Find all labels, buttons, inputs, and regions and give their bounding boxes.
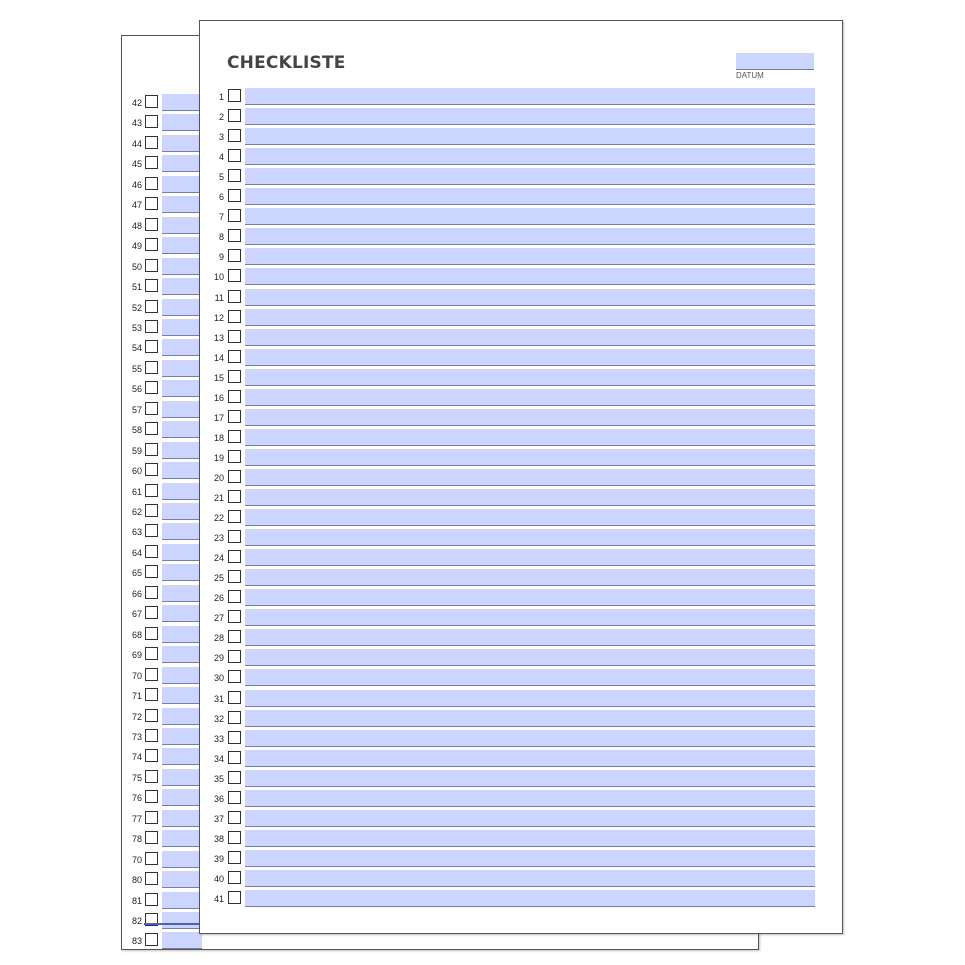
item-text-field[interactable]	[162, 155, 202, 172]
item-checkbox[interactable]	[228, 590, 241, 603]
item-number: 72	[131, 711, 142, 722]
item-text-field[interactable]	[245, 669, 815, 686]
item-number: 13	[213, 332, 224, 343]
date-label: DATUM	[736, 71, 764, 80]
item-number: 51	[131, 282, 142, 293]
item-number: 49	[131, 241, 142, 252]
item-checkbox[interactable]	[228, 390, 241, 403]
item-checkbox[interactable]	[145, 668, 158, 681]
item-text-field[interactable]	[245, 208, 815, 225]
item-checkbox[interactable]	[145, 545, 158, 558]
item-number: 22	[213, 513, 224, 524]
item-number: 68	[131, 629, 142, 640]
item-number: 75	[131, 772, 142, 783]
item-number: 41	[213, 894, 224, 904]
item-checkbox[interactable]	[228, 851, 241, 864]
item-checkbox[interactable]	[228, 350, 241, 363]
item-number: 29	[213, 653, 224, 664]
item-checkbox[interactable]	[228, 370, 241, 383]
item-checkbox[interactable]	[145, 361, 158, 374]
item-number: 34	[213, 753, 224, 764]
item-number: 27	[213, 613, 224, 624]
item-number: 73	[131, 731, 142, 742]
item-checkbox[interactable]	[228, 670, 241, 683]
item-text-field[interactable]	[162, 544, 202, 561]
item-checkbox[interactable]	[228, 410, 241, 423]
item-checkbox[interactable]	[145, 381, 158, 394]
item-checkbox[interactable]	[145, 729, 158, 742]
item-text-field[interactable]	[245, 108, 815, 125]
item-text-field[interactable]	[245, 148, 815, 165]
item-checkbox[interactable]	[145, 115, 158, 128]
item-checkbox[interactable]	[145, 340, 158, 353]
item-number: 64	[131, 547, 142, 558]
item-checkbox[interactable]	[228, 510, 241, 523]
item-checkbox[interactable]	[228, 711, 241, 724]
item-number: 28	[213, 633, 224, 644]
item-number: 6	[218, 192, 224, 203]
item-number: 32	[213, 713, 224, 724]
item-number: 48	[131, 220, 142, 231]
item-checkbox[interactable]	[145, 197, 158, 210]
item-checkbox[interactable]	[145, 606, 158, 619]
item-text-field[interactable]	[245, 870, 815, 887]
item-number: 26	[213, 593, 224, 604]
item-text-field[interactable]	[162, 360, 202, 377]
item-checkbox[interactable]	[145, 524, 158, 537]
item-text-field[interactable]	[245, 850, 815, 867]
item-text-field[interactable]	[162, 728, 202, 745]
item-text-field[interactable]	[245, 88, 815, 105]
item-checkbox[interactable]	[145, 709, 158, 722]
item-text-field[interactable]	[245, 750, 815, 767]
item-text-field[interactable]	[162, 258, 202, 275]
item-number: 57	[131, 404, 142, 415]
item-number: 20	[213, 472, 224, 483]
item-text-field[interactable]	[162, 585, 202, 602]
item-number: 74	[131, 752, 142, 763]
item-checkbox[interactable]	[228, 310, 241, 323]
item-number: 38	[213, 833, 224, 844]
item-number: 69	[131, 650, 142, 661]
item-checkbox[interactable]	[228, 570, 241, 583]
item-checkbox[interactable]	[228, 831, 241, 844]
item-number: 36	[213, 793, 224, 804]
item-text-field[interactable]	[162, 278, 202, 295]
item-number: 18	[213, 432, 224, 443]
item-checkbox[interactable]	[228, 791, 241, 804]
item-checkbox[interactable]	[145, 749, 158, 762]
item-text-field[interactable]	[245, 128, 815, 145]
item-checkbox[interactable]	[228, 89, 241, 102]
item-checkbox[interactable]	[228, 771, 241, 784]
item-text-field[interactable]	[245, 329, 815, 346]
item-text-field[interactable]	[162, 196, 202, 213]
item-checkbox[interactable]	[228, 290, 241, 303]
item-checkbox[interactable]	[145, 177, 158, 190]
footer-line	[144, 923, 200, 925]
item-checkbox[interactable]	[145, 279, 158, 292]
item-checkbox[interactable]	[228, 630, 241, 643]
item-text-field[interactable]	[162, 442, 202, 459]
item-checkbox[interactable]	[228, 209, 241, 222]
item-text-field[interactable]	[245, 268, 815, 285]
item-number: 40	[213, 873, 224, 884]
item-checkbox[interactable]	[228, 550, 241, 563]
item-number: 66	[131, 588, 142, 599]
item-checkbox[interactable]	[145, 627, 158, 640]
item-number: 8	[218, 232, 224, 243]
item-text-field[interactable]	[162, 237, 202, 254]
item-number: 21	[213, 493, 224, 503]
item-checkbox[interactable]	[145, 565, 158, 578]
item-text-field[interactable]	[162, 462, 202, 479]
item-checkbox[interactable]	[145, 933, 158, 946]
item-checkbox[interactable]	[228, 149, 241, 162]
item-number: 70	[131, 670, 142, 681]
item-number: 15	[213, 372, 224, 383]
item-text-field[interactable]	[162, 912, 202, 929]
item-checkbox[interactable]	[145, 770, 158, 783]
item-text-field[interactable]	[162, 401, 202, 418]
item-text-field[interactable]	[162, 769, 202, 786]
item-number: 55	[131, 363, 142, 374]
item-checkbox[interactable]	[145, 790, 158, 803]
item-number: 1	[218, 92, 224, 102]
item-checkbox[interactable]	[145, 688, 158, 701]
item-number: 3	[218, 132, 224, 143]
item-number: 31	[213, 693, 224, 704]
item-number: 17	[213, 412, 224, 423]
item-number: 62	[131, 507, 142, 517]
item-number: 46	[131, 179, 142, 190]
item-number: 58	[131, 425, 142, 436]
item-number: 63	[131, 527, 142, 538]
item-text-field[interactable]	[245, 529, 815, 546]
item-text-field[interactable]	[162, 135, 202, 152]
item-number: 4	[218, 152, 224, 163]
item-checkbox[interactable]	[228, 490, 241, 503]
item-text-field[interactable]	[162, 871, 202, 888]
item-number: 82	[131, 916, 142, 926]
item-text-field[interactable]	[162, 687, 202, 704]
item-text-field[interactable]	[162, 667, 202, 684]
item-number: 77	[131, 813, 142, 824]
item-text-field[interactable]	[245, 710, 815, 727]
date-field[interactable]	[736, 53, 814, 70]
item-number: 2	[218, 112, 224, 123]
item-checkbox[interactable]	[145, 300, 158, 313]
item-number: 50	[131, 261, 142, 272]
item-text-field[interactable]	[245, 770, 815, 787]
item-number: 24	[213, 553, 224, 564]
item-text-field[interactable]	[162, 421, 202, 438]
item-checkbox[interactable]	[145, 238, 158, 251]
item-number: 25	[213, 573, 224, 584]
item-text-field[interactable]	[162, 94, 202, 111]
item-number: 12	[213, 312, 224, 323]
item-text-field[interactable]	[162, 626, 202, 643]
item-text-field[interactable]	[245, 449, 815, 466]
item-number: 53	[131, 322, 142, 333]
item-checkbox[interactable]	[228, 249, 241, 262]
item-checkbox[interactable]	[145, 422, 158, 435]
item-text-field[interactable]	[162, 217, 202, 234]
item-number: 71	[131, 691, 142, 702]
item-checkbox[interactable]	[145, 811, 158, 824]
item-number: 54	[131, 343, 142, 354]
item-text-field[interactable]	[162, 380, 202, 397]
item-text-field[interactable]	[245, 890, 815, 907]
item-text-field[interactable]	[162, 523, 202, 540]
item-text-field[interactable]	[245, 649, 815, 666]
item-checkbox[interactable]	[145, 872, 158, 885]
item-text-field[interactable]	[245, 569, 815, 586]
item-number: 78	[131, 834, 142, 845]
item-text-field[interactable]	[162, 851, 202, 868]
item-checkbox[interactable]	[228, 169, 241, 182]
item-checkbox[interactable]	[228, 530, 241, 543]
item-number: 47	[131, 200, 142, 211]
item-checkbox[interactable]	[228, 811, 241, 824]
item-text-field[interactable]	[162, 503, 202, 520]
item-number: 83	[131, 936, 142, 947]
item-number: 11	[214, 292, 224, 303]
item-text-field[interactable]	[245, 469, 815, 486]
item-text-field[interactable]	[162, 892, 202, 909]
item-text-field[interactable]	[245, 549, 815, 566]
item-checkbox[interactable]	[228, 610, 241, 623]
item-checkbox[interactable]	[228, 891, 241, 904]
item-checkbox[interactable]	[145, 136, 158, 149]
item-number: 59	[131, 445, 142, 456]
item-text-field[interactable]	[162, 830, 202, 847]
item-text-field[interactable]	[245, 629, 815, 646]
item-text-field[interactable]	[245, 429, 815, 446]
item-checkbox[interactable]	[145, 218, 158, 231]
item-number: 7	[218, 212, 224, 223]
item-number: 39	[213, 853, 224, 864]
item-text-field[interactable]	[162, 646, 202, 663]
item-text-field[interactable]	[245, 690, 815, 707]
item-text-field[interactable]	[245, 489, 815, 506]
item-number: 5	[218, 172, 224, 183]
item-text-field[interactable]	[162, 483, 202, 500]
item-checkbox[interactable]	[145, 320, 158, 333]
item-text-field[interactable]	[162, 810, 202, 827]
item-number: 81	[131, 895, 142, 906]
item-text-field[interactable]	[245, 349, 815, 366]
item-text-field[interactable]	[162, 339, 202, 356]
item-text-field[interactable]	[245, 589, 815, 606]
item-number: 9	[218, 252, 224, 263]
item-checkbox[interactable]	[145, 831, 158, 844]
item-number: 76	[131, 793, 142, 804]
item-text-field[interactable]	[162, 605, 202, 622]
item-number: 37	[213, 813, 224, 824]
item-checkbox[interactable]	[145, 852, 158, 865]
item-text-field[interactable]	[245, 409, 815, 426]
item-checkbox[interactable]	[145, 402, 158, 415]
item-checkbox[interactable]	[145, 586, 158, 599]
item-text-field[interactable]	[245, 248, 815, 265]
item-text-field[interactable]	[245, 509, 815, 526]
item-text-field[interactable]	[245, 168, 815, 185]
item-checkbox[interactable]	[145, 443, 158, 456]
item-text-field[interactable]	[162, 299, 202, 316]
item-checkbox[interactable]	[228, 330, 241, 343]
item-checkbox[interactable]	[228, 450, 241, 463]
item-number: 67	[131, 609, 142, 620]
item-number: 43	[131, 118, 142, 129]
item-checkbox[interactable]	[228, 691, 241, 704]
item-text-field[interactable]	[245, 730, 815, 747]
item-checkbox[interactable]	[228, 430, 241, 443]
item-checkbox[interactable]	[228, 129, 241, 142]
item-checkbox[interactable]	[145, 504, 158, 517]
item-text-field[interactable]	[162, 708, 202, 725]
item-checkbox[interactable]	[145, 463, 158, 476]
item-number: 61	[131, 486, 142, 497]
item-checkbox[interactable]	[228, 871, 241, 884]
item-number: 35	[213, 773, 224, 784]
item-number: 45	[131, 159, 142, 170]
item-checkbox[interactable]	[228, 751, 241, 764]
item-text-field[interactable]	[245, 369, 815, 386]
item-text-field[interactable]	[162, 176, 202, 193]
item-number: 19	[213, 452, 224, 463]
item-text-field[interactable]	[245, 309, 815, 326]
item-number: 56	[131, 384, 142, 395]
item-checkbox[interactable]	[145, 259, 158, 272]
item-text-field[interactable]	[162, 114, 202, 131]
item-checkbox[interactable]	[228, 269, 241, 282]
item-checkbox[interactable]	[228, 470, 241, 483]
item-text-field[interactable]	[245, 289, 815, 306]
item-text-field[interactable]	[245, 830, 815, 847]
item-number: 14	[213, 352, 224, 363]
item-text-field[interactable]	[162, 748, 202, 765]
item-number: 60	[131, 466, 142, 477]
item-checkbox[interactable]	[145, 893, 158, 906]
item-text-field[interactable]	[245, 188, 815, 205]
page-title: CHECKLISTE	[227, 53, 346, 73]
item-text-field[interactable]	[245, 609, 815, 626]
item-number: 52	[131, 302, 142, 313]
item-text-field[interactable]	[245, 228, 815, 245]
item-checkbox[interactable]	[228, 109, 241, 122]
item-text-field[interactable]	[245, 810, 815, 827]
item-text-field[interactable]	[162, 564, 202, 581]
item-text-field[interactable]	[245, 790, 815, 807]
item-checkbox[interactable]	[145, 156, 158, 169]
item-checkbox[interactable]	[228, 650, 241, 663]
item-checkbox[interactable]	[228, 189, 241, 202]
item-number: 23	[213, 533, 224, 544]
item-number: 70	[131, 854, 142, 865]
item-checkbox[interactable]	[228, 731, 241, 744]
item-number: 80	[131, 875, 142, 886]
item-number: 44	[131, 138, 142, 149]
item-number: 30	[213, 673, 224, 684]
item-text-field[interactable]	[162, 789, 202, 806]
item-number: 33	[213, 733, 224, 744]
item-checkbox[interactable]	[145, 647, 158, 660]
front-page	[199, 20, 843, 934]
item-number: 16	[213, 392, 224, 403]
item-checkbox[interactable]	[145, 484, 158, 497]
item-text-field[interactable]	[162, 319, 202, 336]
item-number: 65	[131, 568, 142, 579]
item-checkbox[interactable]	[228, 229, 241, 242]
item-text-field[interactable]	[245, 389, 815, 406]
item-text-field[interactable]	[162, 932, 202, 949]
item-checkbox[interactable]	[145, 95, 158, 108]
item-number: 10	[213, 272, 224, 283]
item-number: 42	[131, 98, 142, 108]
